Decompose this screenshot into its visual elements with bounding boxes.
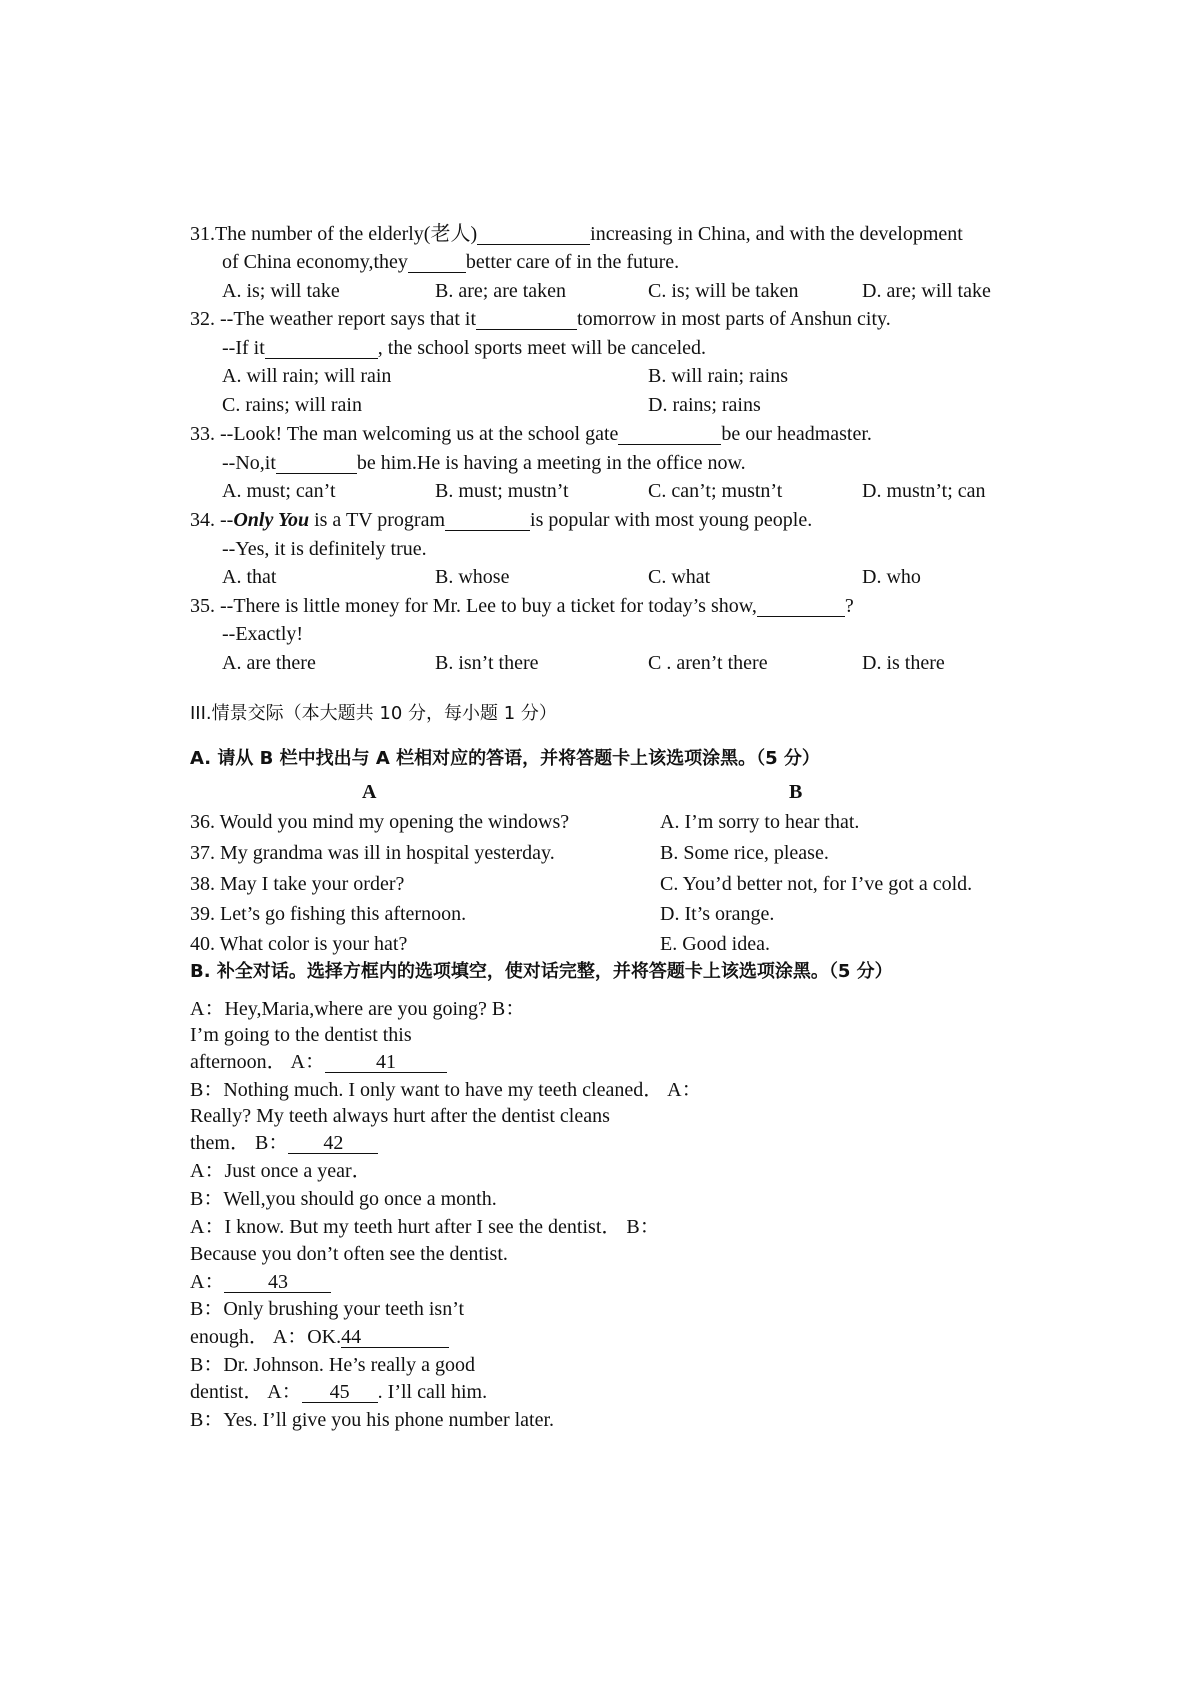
q35-blank [757,596,845,617]
dialogue-line-05: Really? My teeth always hurt after the dentist cleans [190,1105,610,1127]
q31-blank-1 [477,224,590,245]
q31-option-d: D. are; will take [862,280,991,302]
q34-program-name: Only You [233,509,310,531]
partA-right-e: E. Good idea. [660,933,770,955]
q35-option-c: C . aren’t there [648,652,768,674]
q34-option-c: C. what [648,566,711,588]
blank-42: 42 [288,1133,378,1154]
q35-line1 [190,596,854,617]
q32-line1 [190,309,891,330]
q32-text-c: --If it [222,337,265,359]
q33-text-c: --No,it [222,452,276,474]
q31-option-c: C. is; will be taken [648,280,799,302]
q34-line2: --Yes, it is definitely true. [222,538,427,560]
q35-option-b: B. isn’t there [435,652,539,674]
dialogue-line-10: Because you don’t often see the dentist. [190,1243,508,1265]
q35-text-b: ? [844,595,854,617]
q35-option-d: D. is there [862,652,945,674]
q35-option-a: A. are there [222,652,316,674]
q32-option-d: D. rains; rains [648,394,761,416]
q31-option-b: B. are; are taken [435,280,567,302]
q33-blank-1 [618,424,721,445]
q33-text-b: be our headmaster. [721,423,872,445]
q35-line2: --Exactly! [222,623,304,645]
q31-line2 [222,252,679,273]
q33-option-c: C. can’t; mustn’t [648,480,783,502]
dialogue-line-11 [190,1272,331,1293]
blank-43: 43 [224,1272,331,1293]
blank-41: 41 [325,1052,447,1073]
q31-stem-c: of China economy,they [222,251,408,273]
q34-text-a: is a TV program [309,509,446,531]
q32-text-b: tomorrow in most parts of Anshun city. [577,308,891,330]
dialogue-line-03 [190,1052,447,1073]
q32-number: 32. [190,308,215,330]
q33-line2 [222,453,746,474]
dialogue-line-06 [190,1133,378,1154]
dialogue-line-04: B：Nothing much. I only want to have my teeth cleaned． A： [190,1079,702,1101]
dialogue-line-02: I’m going to the dentist this [190,1024,412,1046]
partA-right-d: D. It’s orange. [660,903,775,925]
partB-instruction: B. 补全对话。选择方框内的选项填空，使对话完整，并将答题卡上该选项涂黑。（5 分） [190,961,893,982]
q33-text-d: be him.He is having a meeting in the office now. [356,452,746,474]
dialogue-text-15: dentist． A： [190,1381,302,1403]
dialogue-text-11: A： [190,1271,225,1293]
partA-instruction: A. 请从 B 栏中找出与 A 栏相对应的答语，并将答题卡上该选项涂黑。（5 分） [190,748,820,769]
q31-blank-2 [408,252,466,273]
q34-dash: -- [220,509,234,531]
partA-left-39: 39. Let’s go fishing this afternoon. [190,903,467,925]
q34-option-a: A. that [222,566,277,588]
blank-44: 44 [341,1327,449,1348]
dialogue-line-12: B：Only brushing your teeth isn’t [190,1298,465,1320]
dialogue-line-13 [190,1327,449,1348]
q31-stem-a: The number of the elderly(老人) [215,223,478,245]
dialogue-line-14: B：Dr. Johnson. He’s really a good [190,1354,475,1376]
q34-text-b: is popular with most young people. [530,509,813,531]
q32-text-a: --The weather report says that it [220,308,477,330]
q31-number: 31. [190,223,215,245]
q33-option-b: B. must; mustn’t [435,480,569,502]
dialogue-line-16: B：Yes. I’ll give you his phone number later. [190,1409,555,1431]
partA-left-37: 37. My grandma was ill in hospital yesterday. [190,842,555,864]
q31-line1 [190,224,963,245]
q33-line1 [190,424,872,445]
partA-right-b: B. Some rice, please. [660,842,829,864]
q34-option-b: B. whose [435,566,510,588]
q32-option-b: B. will rain; rains [648,365,788,387]
q35-number: 35. [190,595,215,617]
partA-left-40: 40. What color is your hat? [190,933,408,955]
dialogue-line-15 [190,1382,487,1403]
q33-option-d: D. mustn’t; can [862,480,986,502]
q34-number: 34. [190,509,215,531]
q35-text-a: --There is little money for Mr. Lee to buy a ticket for today’s show, [220,595,757,617]
q32-blank-2 [265,338,378,359]
q33-number: 33. [190,423,215,445]
q32-text-d: , the school sports meet will be canceled. [377,337,706,359]
q31-stem-d: better care of in the future. [465,251,680,273]
q33-option-a: A. must; can’t [222,480,336,502]
partA-right-a: A. I’m sorry to hear that. [660,811,860,833]
q33-blank-2 [276,453,357,474]
section3-title: III.情景交际（本大题共 10 分，每小题 1 分） [190,703,557,724]
dialogue-text-15b: . I’ll call him. [377,1381,488,1403]
q34-blank [445,510,530,531]
q34-option-d: D. who [862,566,921,588]
blank-45: 45 [302,1382,378,1403]
dialogue-line-01: A：Hey,Maria,where are you going? B： [190,998,526,1020]
q32-option-a: A. will rain; will rain [222,365,392,387]
partA-right-c: C. You’d better not, for I’ve got a cold. [660,873,973,895]
q32-line2 [222,338,706,359]
q31-option-a: A. is; will take [222,280,340,302]
dialogue-line-09: A：I know. But my teeth hurt after I see the dentist． B： [190,1216,660,1238]
dialogue-line-08: B：Well,you should go once a month. [190,1188,497,1210]
dialogue-line-07: A：Just once a year． [190,1160,372,1182]
dialogue-text-06: them． B： [190,1132,289,1154]
partA-left-38: 38. May I take your order? [190,873,405,895]
q34-line1 [190,510,812,531]
partA-col-a-header: A [362,781,377,803]
dialogue-text-03: afternoon． A： [190,1051,325,1073]
q32-blank-1 [476,309,577,330]
q31-stem-b: increasing in China, and with the development [590,223,963,245]
q32-option-c: C. rains; will rain [222,394,362,416]
partA-col-b-header: B [789,781,803,803]
q33-text-a: --Look! The man welcoming us at the school gate [220,423,619,445]
dialogue-text-13: enough． A：OK. [190,1326,342,1348]
partA-left-36: 36. Would you mind my opening the windows? [190,811,570,833]
